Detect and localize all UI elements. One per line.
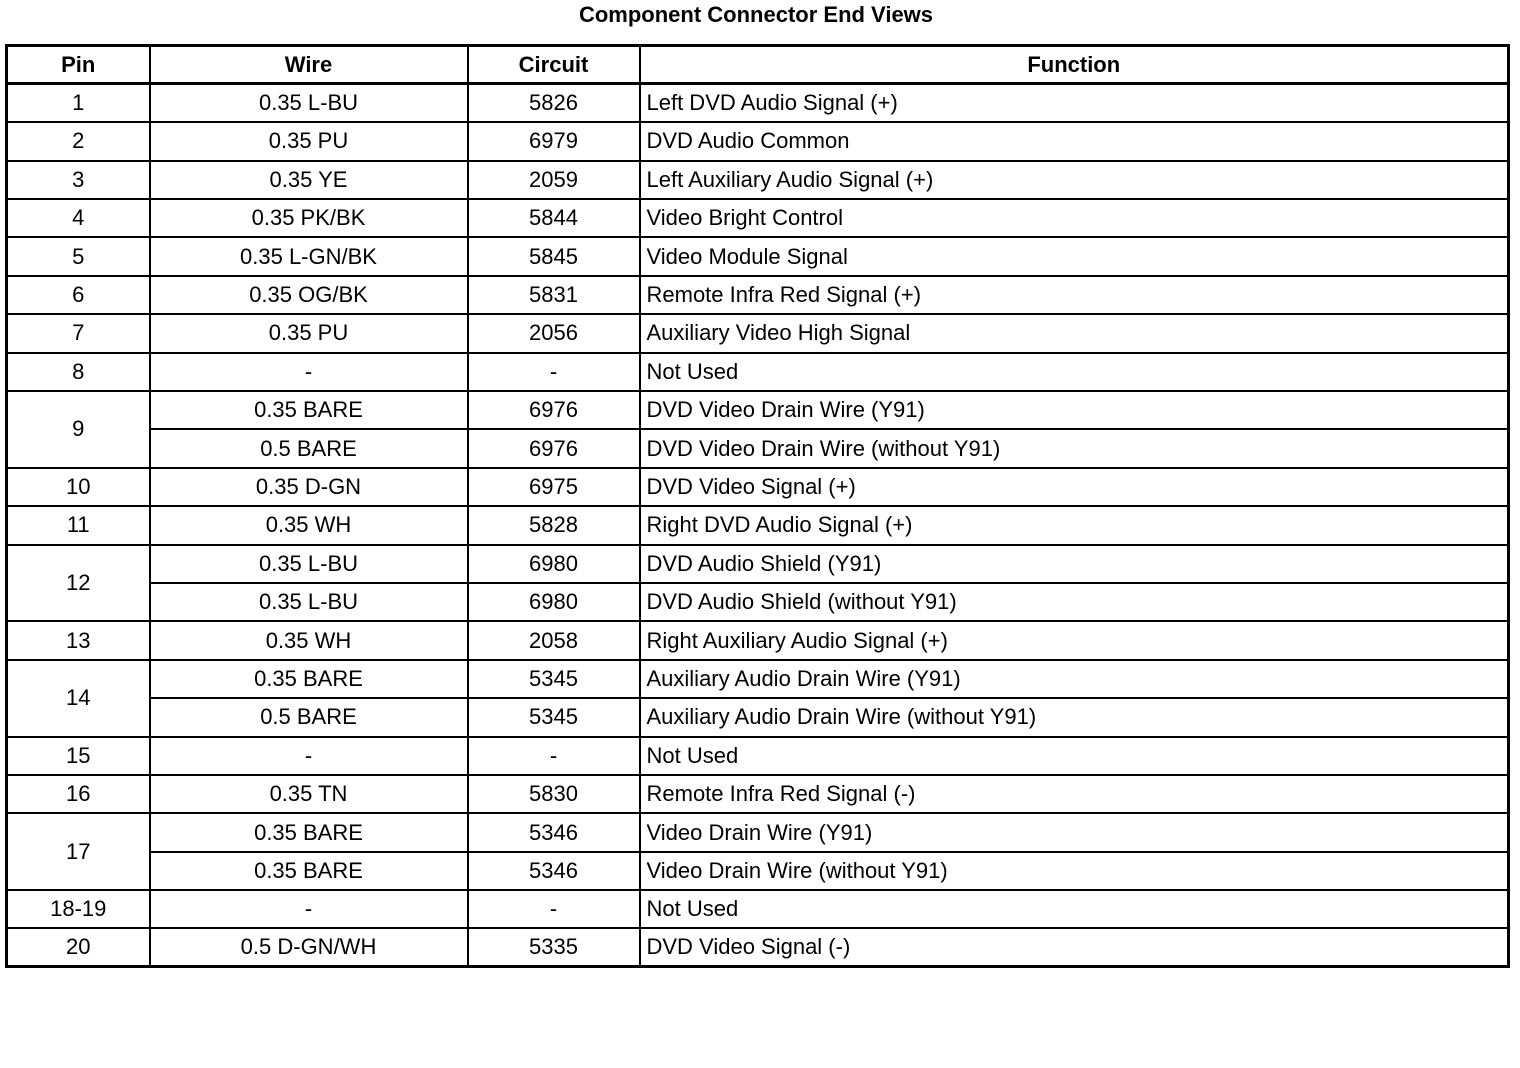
- table-row: [7, 698, 1509, 736]
- wire-cell: 0.35 L-BU: [150, 84, 468, 122]
- circuit-cell: 6976: [468, 429, 640, 467]
- table-row: [7, 199, 1509, 237]
- pin-cell: 16: [7, 775, 150, 813]
- circuit-cell: 5335: [468, 928, 640, 966]
- circuit-cell: 5831: [468, 276, 640, 314]
- header-circuit: Circuit: [468, 46, 640, 84]
- wire-cell: 0.5 BARE: [150, 698, 468, 736]
- pin-cell: 17: [7, 813, 150, 890]
- header-wire: Wire: [150, 46, 468, 84]
- circuit-cell: 5345: [468, 660, 640, 698]
- wire-cell: 0.35 BARE: [150, 852, 468, 890]
- circuit-cell: 5346: [468, 813, 640, 851]
- pin-cell: 3: [7, 161, 150, 199]
- function-cell: DVD Video Signal (+): [640, 468, 1509, 506]
- table-row: [7, 122, 1509, 160]
- function-cell: Auxiliary Audio Drain Wire (Y91): [640, 660, 1509, 698]
- circuit-cell: 5828: [468, 506, 640, 544]
- circuit-cell: 2059: [468, 161, 640, 199]
- wire-cell: 0.35 PU: [150, 314, 468, 352]
- table-row: [7, 314, 1509, 352]
- table-row: [7, 276, 1509, 314]
- wire-cell: 0.35 PK/BK: [150, 199, 468, 237]
- wire-cell: 0.35 L-BU: [150, 583, 468, 621]
- table-row: [7, 583, 1509, 621]
- wire-cell: -: [150, 890, 468, 928]
- wire-cell: 0.35 WH: [150, 621, 468, 659]
- wire-cell: 0.35 YE: [150, 161, 468, 199]
- wire-cell: 0.35 PU: [150, 122, 468, 160]
- circuit-cell: 6980: [468, 545, 640, 583]
- function-cell: Left Auxiliary Audio Signal (+): [640, 161, 1509, 199]
- wire-cell: 0.5 BARE: [150, 429, 468, 467]
- header-function: Function: [640, 46, 1509, 84]
- table-row: [7, 237, 1509, 275]
- function-cell: Right Auxiliary Audio Signal (+): [640, 621, 1509, 659]
- wire-cell: -: [150, 737, 468, 775]
- table-row: [7, 506, 1509, 544]
- pin-cell: 4: [7, 199, 150, 237]
- table-row: [7, 84, 1509, 122]
- pin-cell: 8: [7, 353, 150, 391]
- pin-cell: 20: [7, 928, 150, 966]
- circuit-cell: 6975: [468, 468, 640, 506]
- wire-cell: 0.35 L-BU: [150, 545, 468, 583]
- table-row: [7, 621, 1509, 659]
- function-cell: Right DVD Audio Signal (+): [640, 506, 1509, 544]
- function-cell: Not Used: [640, 737, 1509, 775]
- header-pin: Pin: [7, 46, 150, 84]
- pin-cell: 5: [7, 237, 150, 275]
- pin-cell: 15: [7, 737, 150, 775]
- table-row: [7, 391, 1509, 429]
- circuit-cell: 6980: [468, 583, 640, 621]
- pin-cell: 13: [7, 621, 150, 659]
- wire-cell: 0.35 L-GN/BK: [150, 237, 468, 275]
- function-cell: Left DVD Audio Signal (+): [640, 84, 1509, 122]
- function-cell: Video Module Signal: [640, 237, 1509, 275]
- circuit-cell: 5345: [468, 698, 640, 736]
- circuit-cell: 6979: [468, 122, 640, 160]
- pin-cell: 6: [7, 276, 150, 314]
- table-body: [7, 84, 1509, 967]
- wire-cell: 0.5 D-GN/WH: [150, 928, 468, 966]
- function-cell: DVD Audio Common: [640, 122, 1509, 160]
- function-cell: Auxiliary Audio Drain Wire (without Y91): [640, 698, 1509, 736]
- circuit-cell: 5826: [468, 84, 640, 122]
- circuit-cell: 5844: [468, 199, 640, 237]
- table-row: [7, 852, 1509, 890]
- table-row: [7, 775, 1509, 813]
- wire-cell: 0.35 TN: [150, 775, 468, 813]
- function-cell: Auxiliary Video High Signal: [640, 314, 1509, 352]
- table-row: [7, 813, 1509, 851]
- function-cell: DVD Video Drain Wire (Y91): [640, 391, 1509, 429]
- wire-cell: 0.35 D-GN: [150, 468, 468, 506]
- pin-cell: 9: [7, 391, 150, 468]
- function-cell: Video Drain Wire (without Y91): [640, 852, 1509, 890]
- wire-cell: 0.35 BARE: [150, 660, 468, 698]
- table-row: [7, 429, 1509, 467]
- pin-cell: 12: [7, 545, 150, 622]
- pin-cell: 11: [7, 506, 150, 544]
- function-cell: Not Used: [640, 890, 1509, 928]
- table-row: [7, 161, 1509, 199]
- function-cell: Video Drain Wire (Y91): [640, 813, 1509, 851]
- table-row: [7, 468, 1509, 506]
- pin-cell: 10: [7, 468, 150, 506]
- circuit-cell: 5346: [468, 852, 640, 890]
- circuit-cell: 5830: [468, 775, 640, 813]
- function-cell: Remote Infra Red Signal (+): [640, 276, 1509, 314]
- circuit-cell: 2056: [468, 314, 640, 352]
- function-cell: Remote Infra Red Signal (-): [640, 775, 1509, 813]
- table-header-row: [7, 46, 1509, 84]
- function-cell: DVD Video Drain Wire (without Y91): [640, 429, 1509, 467]
- page-title: Component Connector End Views: [578, 2, 934, 27]
- pin-cell: 2: [7, 122, 150, 160]
- table-row: [7, 890, 1509, 928]
- wire-cell: 0.35 OG/BK: [150, 276, 468, 314]
- table-row: [7, 353, 1509, 391]
- pin-cell: 18-19: [7, 890, 150, 928]
- connector-pinout-table: [5, 44, 1510, 968]
- wire-cell: 0.35 BARE: [150, 813, 468, 851]
- pin-cell: 14: [7, 660, 150, 737]
- circuit-cell: -: [468, 353, 640, 391]
- table-row: [7, 737, 1509, 775]
- pin-cell: 1: [7, 84, 150, 122]
- circuit-cell: 2058: [468, 621, 640, 659]
- pin-cell: 7: [7, 314, 150, 352]
- table-row: [7, 928, 1509, 966]
- wire-cell: 0.35 BARE: [150, 391, 468, 429]
- function-cell: DVD Audio Shield (without Y91): [640, 583, 1509, 621]
- circuit-cell: 5845: [468, 237, 640, 275]
- function-cell: DVD Audio Shield (Y91): [640, 545, 1509, 583]
- function-cell: Not Used: [640, 353, 1509, 391]
- circuit-cell: -: [468, 737, 640, 775]
- table-row: [7, 545, 1509, 583]
- wire-cell: -: [150, 353, 468, 391]
- wire-cell: 0.35 WH: [150, 506, 468, 544]
- circuit-cell: 6976: [468, 391, 640, 429]
- circuit-cell: -: [468, 890, 640, 928]
- function-cell: DVD Video Signal (-): [640, 928, 1509, 966]
- function-cell: Video Bright Control: [640, 199, 1509, 237]
- table-row: [7, 660, 1509, 698]
